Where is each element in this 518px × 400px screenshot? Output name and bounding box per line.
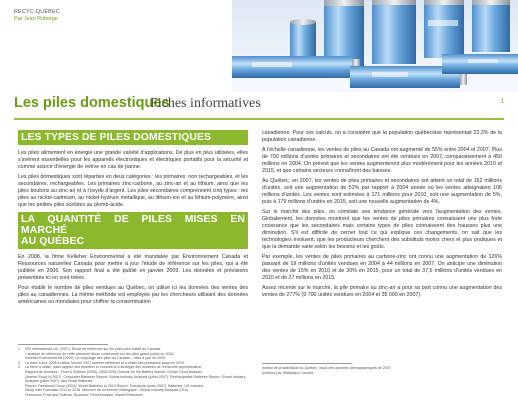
section-heading-quantity — [18, 212, 248, 249]
footnote: Study with Forecasts 2011 to 2016. Mémoire de recherche stratégique : Global Industry Analysts (GIA). — [25, 388, 189, 393]
right-column — [262, 130, 502, 302]
footnote-line: publiées par Statistique Canada. — [262, 370, 314, 375]
right-footnote — [262, 366, 442, 375]
document-header — [14, 9, 60, 23]
page-title: Les piles domestiques — [14, 95, 170, 111]
footnote: 2 La mise à jour 2008 a utilisé l'année 2007 comme référence et a établi des prévisions jusqu'en 2015. — [18, 360, 185, 365]
footnote: L'analyse de référence de cette première étude concernant sur les piles grand public en 2004. — [25, 351, 175, 356]
footnote-line: Institut de la statistique du Québec, issus des données démographiques de 2007 — [262, 366, 391, 370]
footnote-separator — [262, 363, 352, 364]
section-heading-types: LES TYPES DE PILES DOMESTIQUES — [18, 130, 248, 145]
footnote: (Market Study N-2007). Consumer Batteries Report: Global Industry Analysts (juillet 2007). Rechargeable Batteries Report: Global Industry Analysts (juillet 2007), and Small Batteries — [25, 374, 246, 384]
footnote-separator — [18, 344, 108, 345]
footnote: Kelleher Environmental (2009). Le recyclage des piles au Canada – mise à jour de 2009. — [25, 356, 167, 361]
heading-line: LA QUANTITÉ DE PILES MISES EN MARCHÉ — [21, 214, 245, 236]
paragraph: Sur le marché des piles, on constate une tendance générale vers l'augmentation des ventes. Globalement, les données montrent que les ventes de piles primaires connaissent une plus forte croissance que les secondaires mais certains types de piles connaissent des hausses plus une diminution. S'il est difficile de cerner tout ce qui explique ces changements, on sait que les technologies évoluent, que les producteurs cherchent des substituts moins chers et plus pratiques et que la demande varie selon les besoins et les goûts. — [262, 209, 502, 250]
footnotes — [18, 347, 253, 398]
paragraph: Au Québec, en 2007, les ventes de piles primaires et secondaires ont atteint un total de 162 millions d'unités, soit une augmentation de 52% par rapport à 2004 année où les ventes atteignaient 106 millions d'unités. Les ventes sont estimées à 171 millions pour 2010, soit une augmentation de 5%, puis à 179 millions d'unités en 2015, soit une nouvelle augmentation de 4%. — [262, 178, 502, 205]
paragraph: En 2008, la firme Kelleher Environmental a été mandatée par Environnement Canada et Ressources naturelles Canada pour mettre à jour l'étude de référence sur les piles, qui a été publiée en 2006. Son rapport final a été publié en janvier 2009. Les données et prévisions présentées ici en sont tirées. — [18, 254, 248, 281]
paragraph: Les piles alimentent en énergie une grande variété d'applications. De plus en plus utilisées, elles s'avèrent essentielles pour les appareils électroniques et électriques portatifs pour la sécurité et comme source d'énergie de relève en cas de panne. — [18, 150, 248, 170]
organization-name: RECYC-QUÉBEC — [14, 9, 60, 15]
paragraph: À l'échelle canadienne, les ventes de piles au Canada ont augmenté de 55% entre 2004 et 2007. Plus de 700 millions d'unités primaires et secondaires ont été vendues en 2007, comparativement à 450 millions en 2004. On prévoit que les ventes augmenteront plus modérément pour les années 2010 et 2015, et que certains secteurs connaîtront des baisses. — [262, 147, 502, 174]
footnote: Freedonia, Frost and Sullivan, Business Trend Analysts, Market Research. — [25, 392, 144, 397]
left-column — [18, 130, 248, 309]
author-line: Par Jean Roberge — [14, 16, 58, 22]
paragraph: Les piles domestiques sont réparties en deux catégories : les primaires, non rechargeables, et les secondaires, rechargeables. Les primaires zinc-carbone, au zinc-air et au lithium, ainsi que les piles boutons au zinc-air et à l'oxyde d'argent. Les piles secondaires comprennent cinq types : les piles au nickel-cadmium, au nickel-hydrure métallique, au lithium-ion et au lithium-polymère, ainsi que les petites piles scellées au plomb-acide. — [18, 174, 248, 208]
title-band — [14, 93, 504, 117]
footnote: Rapport de données : Frost & Sullivan (2006). 2005-2006 Outlook for the Battery Market. Global Trend Analysis — [25, 369, 202, 374]
paragraph: canadienne. Pour ces calculs, on a considéré que la population québécoise représentait 23,3% de la population canadienne. — [262, 130, 502, 143]
page-number: 1 — [500, 99, 504, 105]
footnote: 3 La firme a utilisé, dans rapport des données et sources et a stratégie des modèles de recherche approximative: — [18, 365, 202, 370]
footnote: 1 EBI International Ltd. (2007). Étude de référence sur les piles pour publié au Canada. — [18, 347, 161, 351]
paragraph: Par exemple, les ventes de piles primaires au carbone-zinc ont connu une augmentation de 126% passant de 19 millions d'unités vendues en 2004 à 44 millions en 2007. On anticipe une diminution des ventes de 15% en 2010 et de 30% en 2015, pour un total de 37,5 millions d'unités vendues en 2010 et de 27 millions en 2015. — [262, 254, 502, 281]
page-subtitle: Fiches informatives — [150, 96, 261, 111]
footnote: Report: Freedonia Group (2004). World Batteries to 2010 Report: Freedonia (mars 2007). Batteries. US Industry — [25, 383, 204, 388]
title-rule — [14, 118, 504, 120]
paragraph: Pour établir le nombre de piles vendues au Québec, on utilise ici les données des ventes des piles au canadiennes. La même méthode est employée par les chercheurs utilisant des données américaines ou mondiales pour chiffrer la consommation — [18, 285, 248, 305]
heading-line: AU QUÉBEC — [21, 236, 85, 247]
batteries-photo — [232, 0, 518, 92]
paragraph: Assez récente sur le marché, la pile primaire au zinc-air a pour sa part connu une augmentation des ventes de 277% (9 700 unités vendues en 2004 et 35 000 en 2007). — [262, 285, 502, 298]
